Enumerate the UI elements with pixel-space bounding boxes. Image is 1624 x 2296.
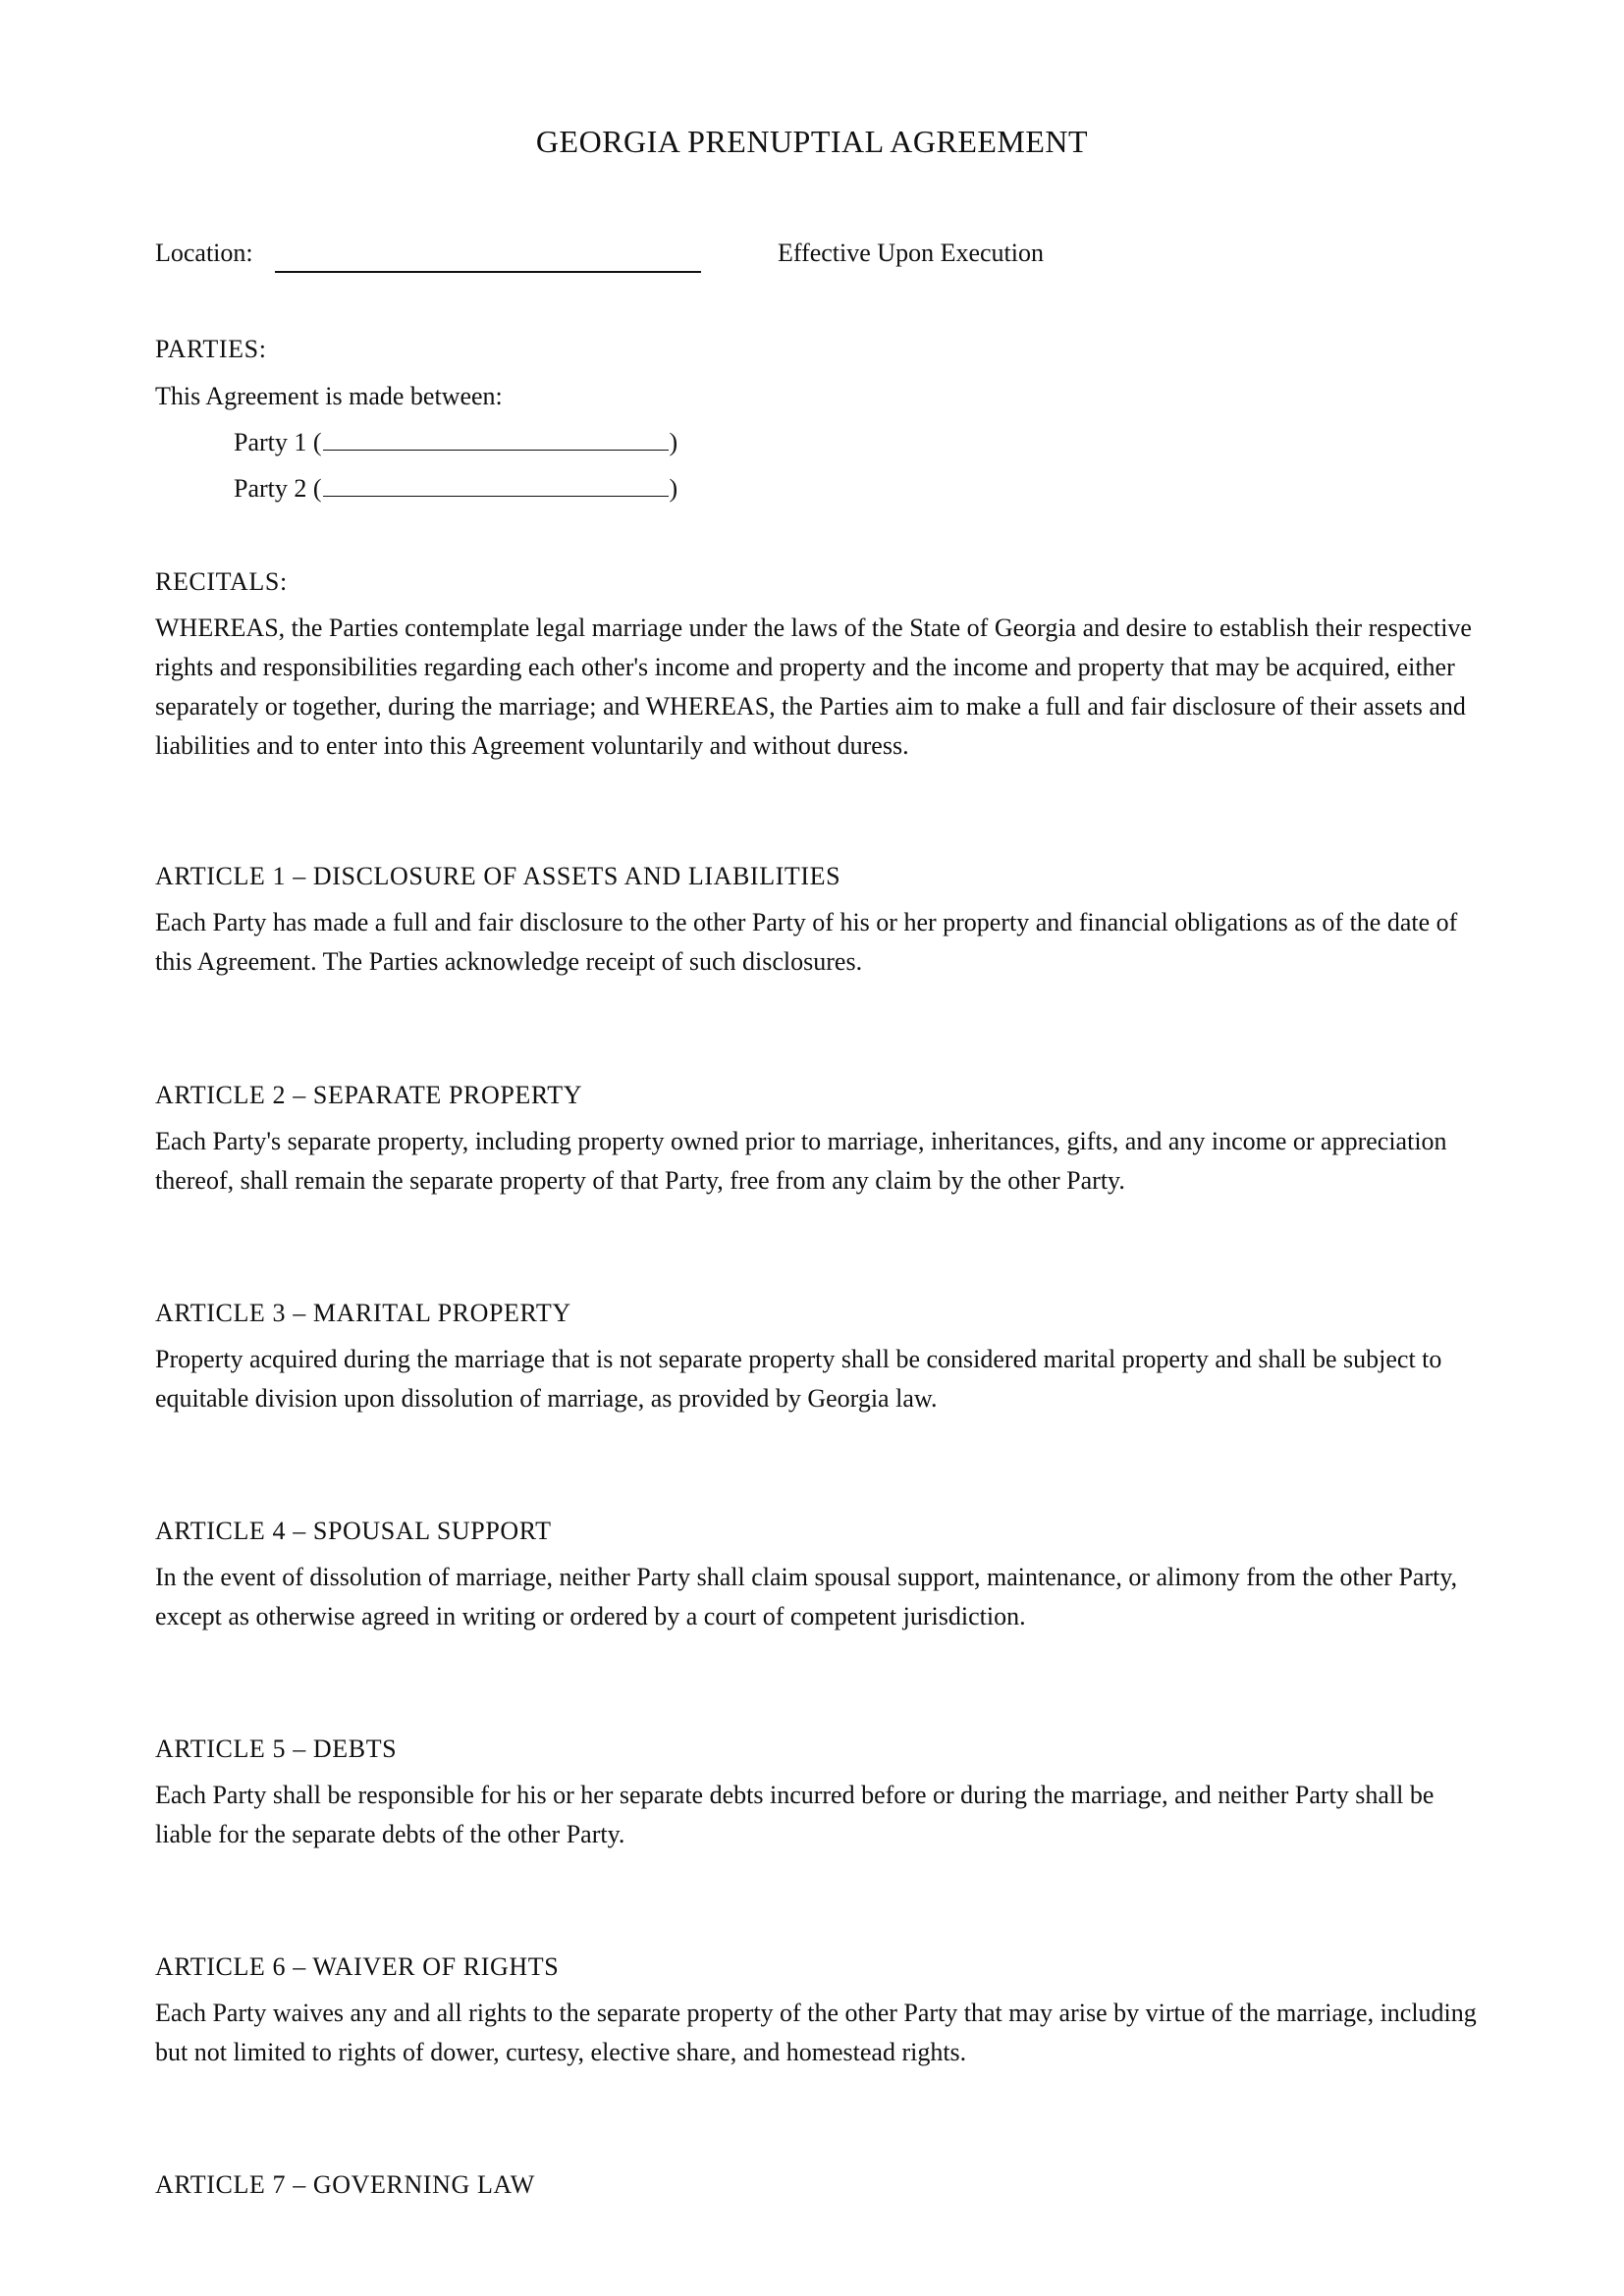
article-3-text: Property acquired during the marriage that is not separate property shall be considered marital property and shall be subject to equitable division upon dissolution of marriage, as provided by Georgia law.	[155, 1345, 1442, 1413]
article-5-text: Each Party shall be responsible for his or her separate debts incurred before or during the marriage, and neither Party shall be liable for the separate debts of the other Party.	[155, 1781, 1435, 1848]
article-2-text: Each Party's separate property, including property owned prior to marriage, inheritances, gifts, and any income or appreciation thereof, shall remain the separate property of that Party, free from any claim by the other Party.	[155, 1127, 1447, 1195]
party-1-label: Party 1 (	[234, 428, 322, 456]
party-2-close: )	[669, 474, 678, 503]
article-6-heading: ARTICLE 6 – WAIVER OF RIGHTS	[155, 1952, 560, 1981]
location-label: Location:	[155, 239, 253, 267]
document-title: GEORGIA PRENUPTIAL AGREEMENT	[535, 124, 1089, 159]
article-2-heading: ARTICLE 2 – SEPARATE PROPERTY	[155, 1081, 583, 1109]
article-4-text: In the event of dissolution of marriage, neither Party shall claim spousal support, maintenance, or alimony from the other Party, except as otherwise agreed in writing or ordered by a court of competent jurisdiction.	[155, 1563, 1458, 1630]
parties-heading: PARTIES:	[155, 335, 267, 363]
party-1-close: )	[669, 428, 678, 456]
recitals-heading: RECITALS:	[155, 567, 288, 596]
article-4-heading: ARTICLE 4 – SPOUSAL SUPPORT	[155, 1517, 552, 1545]
party-2-blank	[323, 476, 669, 497]
party-2-line	[234, 469, 677, 508]
parties-intro: This Agreement is made between:	[155, 382, 503, 410]
recitals-text: WHEREAS, the Parties contemplate legal marriage under the laws of the State of Georgia and desire to establish their respective rights and responsibilities regarding each other's income and property and the income and property that may be acquired, either separately or together, during the marriage; and WHEREAS, the Parties aim to make a full and fair disclosure of their assets and liabilities and to enter into this Agreement voluntarily and without duress.	[155, 614, 1472, 760]
effective-text: Effective Upon Execution	[778, 239, 1044, 267]
party-2-label: Party 2 (	[234, 474, 322, 503]
party-1-line	[234, 423, 677, 462]
article-6-text: Each Party waives any and all rights to the separate property of the other Party that may arise by virtue of the marriage, including but not limited to rights of dower, curtesy, elective share, and homestead rights.	[155, 1999, 1477, 2066]
article-1-text: Each Party has made a full and fair disclosure to the other Party of his or her property and financial obligations as of the date of this Agreement. The Parties acknowledge receipt of such disclosures.	[155, 908, 1458, 976]
article-5-heading: ARTICLE 5 – DEBTS	[155, 1735, 398, 1763]
article-1-heading: ARTICLE 1 – DISCLOSURE OF ASSETS AND LIABILITIES	[155, 862, 841, 890]
article-7-heading: ARTICLE 7 – GOVERNING LAW	[155, 2170, 535, 2199]
party-1-blank	[323, 430, 669, 451]
location-blank-line	[275, 271, 701, 273]
article-3-heading: ARTICLE 3 – MARITAL PROPERTY	[155, 1299, 571, 1327]
